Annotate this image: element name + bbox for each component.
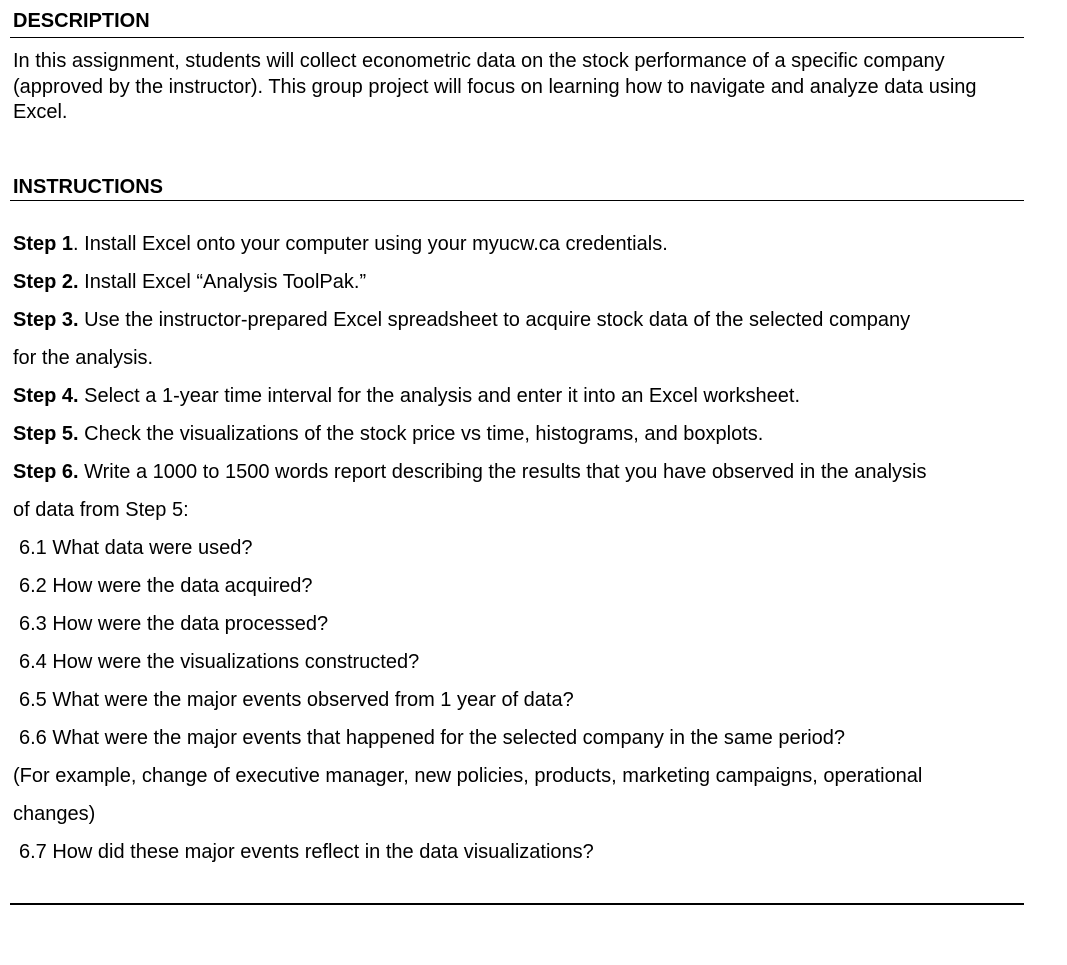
step-6-continued: of data from Step 5: <box>13 499 189 521</box>
step-label: Step 5. <box>13 423 79 445</box>
step-text: Write a 1000 to 1500 words report describing the results that you have observed in the analysis <box>78 461 927 483</box>
step-text: Use the instructor-prepared Excel spreadsheet to acquire stock data of the selected company <box>78 309 911 331</box>
question-6-2: 6.2 How were the data acquired? <box>19 575 313 597</box>
step-1 <box>13 225 1023 263</box>
step-text: Install Excel “Analysis ToolPak.” <box>78 271 367 293</box>
instructions-list <box>13 225 1023 871</box>
example-note-continued: changes) <box>13 803 96 825</box>
step-label: Step 2. <box>13 271 79 293</box>
step-label: Step 4. <box>13 385 79 407</box>
step-3-continued: for the analysis. <box>13 347 154 369</box>
step-label: Step 3. <box>13 309 79 331</box>
question-6-1: 6.1 What data were used? <box>19 537 253 559</box>
bottom-divider <box>10 903 1024 905</box>
step-2 <box>13 263 1023 301</box>
step-5 <box>13 415 1023 453</box>
step-3 <box>13 301 1023 339</box>
question-6-5: 6.5 What were the major events observed from 1 year of data? <box>19 689 574 711</box>
step-label: Step 1 <box>13 233 74 255</box>
step-text: Check the visualizations of the stock price vs time, histograms, and boxplots. <box>78 423 764 445</box>
step-text: Select a 1-year time interval for the analysis and enter it into an Excel worksheet. <box>78 385 801 407</box>
step-text: . Install Excel onto your computer using your myucw.ca credentials. <box>73 233 668 255</box>
instructions-divider <box>10 200 1024 201</box>
step-6 <box>13 453 1023 491</box>
question-6-6: 6.6 What were the major events that happened for the selected company in the same period? <box>19 727 846 749</box>
description-heading: DESCRIPTION <box>13 10 150 32</box>
question-6-4: 6.4 How were the visualizations constructed? <box>19 651 420 673</box>
step-4 <box>13 377 1023 415</box>
description-divider <box>10 37 1024 38</box>
example-note: (For example, change of executive manager, new policies, products, marketing campaigns, operational <box>13 765 923 787</box>
instructions-heading: INSTRUCTIONS <box>13 176 163 198</box>
description-text: In this assignment, students will collect econometric data on the stock performance of a specific company (approved by the instructor). This group project will focus on learning how to navigate and analyze data using Excel. <box>13 50 977 123</box>
step-label: Step 6. <box>13 461 79 483</box>
question-6-7: 6.7 How did these major events reflect in the data visualizations? <box>19 841 594 863</box>
question-6-3: 6.3 How were the data processed? <box>19 613 329 635</box>
